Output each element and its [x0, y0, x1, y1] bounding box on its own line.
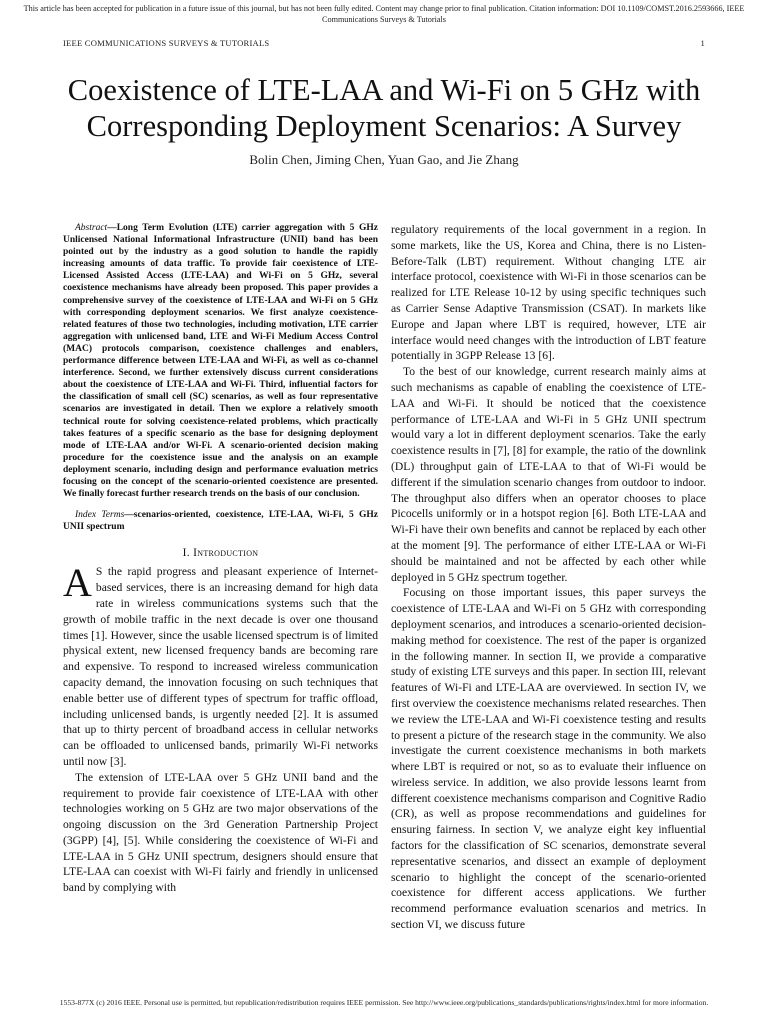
copyright-footer: 1553-877X (c) 2016 IEEE. Personal use is permitted, but republication/redistribution requires IEEE permission. See http://www.ieee.org/publications_standards/publications/rights/index.html for more information. — [59, 998, 709, 1007]
running-head — [63, 38, 705, 48]
abstract-label: Abstract — [75, 223, 108, 233]
index-terms — [63, 509, 378, 533]
intro-paragraph-1-text: S the rapid progress and pleasant experience of Internet-based services, there is an increasing demand for high data rate in wireless communications systems such that the growth of mobile traffic in the next decade is over one thousand times [1]. However, since the usable licensed spectrum is of limited physical extent, new licensed frequency bands are becoming rare and expensive. To respond to increased wireless communication capacity demand, the innovation focusing on such techniques that enable better use of different types of spectrum for traffic offload, including unlicensed bands, is urgently needed [2]. It is assumed that up to thirty percent of broadband access in cellular networks can be offloaded to unlicensed bands, primarily Wi-Fi networks until now [3]. — [63, 565, 378, 768]
abstract-text: —Long Term Evolution (LTE) carrier aggregation with 5 GHz Unlicensed National Informational Infrastructure (UNII) band has been pointed out by the industry as a good solution to handle the rapidly increasing amounts of data traffic. To provide fair coexistence of LTE-Licensed Assisted Access (LTE-LAA) and Wi-Fi on 5 GHz, several coexistence mechanisms have already been proposed. This paper provides a comprehensive survey of the coexistence of LTE-LAA and Wi-Fi on 5 GHz with corresponding deployment scenarios. We first analyze coexistence-related features of those two technologies, including motivation, LTE carrier aggregation with unlicensed band, LTE and Wi-Fi Medium Access Control (MAC) protocols comparison, coexistence challenges and enablers, performance difference between LTE-LAA and Wi-Fi, as well as co-channel interference. Second, we further extensively discuss current considerations about the coexistence of LTE-LAA and Wi-Fi. Third, influential factors for the classification of small cell (SC) scenarios, as well as four representative scenarios are investigated in detail. Then we explore a relatively smooth technical route for solving coexistence-related problems, which practically takes features of a specific scenario as the base for designing deployment mode of LTE-LAA and/or Wi-Fi. A scenario-oriented decision making procedure for the coexistence issue and the analysis on an example deployment scenario, including design and performance evaluation metrics focusing on the concept of the scenario-oriented coexistence are presented. We finally forecast further research trends on the basis of our conclusion. — [63, 223, 378, 500]
left-column — [63, 222, 378, 896]
right-column — [391, 222, 706, 933]
abstract — [63, 222, 378, 500]
intro-paragraph-1 — [63, 560, 378, 769]
author-list: Bolin Chen, Jiming Chen, Yuan Gao, and Jie Zhang — [249, 152, 519, 167]
paper-title: Coexistence of LTE-LAA and Wi-Fi on 5 GHz with Corresponding Deployment Scenarios: A Survey — [67, 73, 701, 143]
page-number: 1 — [700, 38, 705, 48]
index-terms-label: Index Terms — [75, 510, 125, 521]
intro-paragraph-4: Focusing on those important issues, this paper surveys the coexistence of LTE-LAA and Wi-Fi on 5 GHz with corresponding deployment scenarios, and introduces a scenario-oriented decision-making method for coexistence. The rest of the paper is organized in the following manner. In section II, we provide a comparative study of existing LTE surveys and this paper. In section III, relevant features of Wi-Fi and LTE-LAA are overviewed. In section IV, we first overview the coexistence mechanisms related researches. Then we review the LTE-LAA and Wi-Fi coexistence testing and results to present a picture of the research stage in the community. We also investigate the current coexistence mechanisms in both markets where LBT is required or not, so as to evaluate their influence on wireless service. In addition, we also provide lessons learnt from different coexistence mechanisms comparison and Cognitive Radio (CR), as well as propose recommendations and guidelines for ensuring fairness. In section V, we analyze eight key influential factors for the classification of SC scenarios, demonstrate several representative scenarios, and dissect an example of deployment scenario to highlight the concept of the scenario-oriented coexistence for different access applications. We further recommend performance evaluation scenarios and metrics. In section VI, we discuss future — [391, 586, 706, 932]
intro-paragraph-2-continued: regulatory requirements of the local government in a region. In some markets, like the US, Korea and China, there is no Listen-Before-Talk (LBT) requirement. Without changing LTE air interface protocol, coexistence with Wi-Fi in those scenarios can be realized for LTE Release 10-12 by using specific techniques such as Carrier Sense Adaptive Transmission (CSAT). In markets like Europe and Japan where LBT is required, however, LTE air interface would need changes with the introduction of LBT feature potentially in 3GPP Release 13 [6]. — [391, 223, 706, 363]
index-terms-text: —scenarios-oriented, coexistence, LTE-LAA, Wi-Fi, 5 GHz UNII spectrum — [63, 510, 378, 533]
drop-cap: A — [63, 560, 92, 606]
section-title: Introduction — [193, 547, 259, 560]
intro-paragraph-3: To the best of our knowledge, current research mainly aims at such mechanisms as capable of enabling the coexistence of LTE-LAA and Wi-Fi. It should be noticed that the coexistence performance of LTE-LAA and Wi-Fi in 5 GHz UNII spectrum would vary a lot in different deployment scenarios. Take the early coexistence results in [7], [8] for example, the ratio of the downlink (DL) throughput gain of LTE-LAA to that of Wi-Fi would be different if the simulation scenario changes from outdoor to indoor. The throughput also differs when an operator chooses to place Picocells uniformly or in a hotspot region [6]. Both LTE-LAA and Wi-Fi have their own benefits and cannot be replaced by each other at the moment [9]. The performance of either LTE-LAA or Wi-Fi should be maintained and not be affected by each other while deployed in 5 GHz spectrum together. — [391, 365, 706, 584]
section-heading-introduction — [63, 547, 378, 559]
section-number: I. — [182, 547, 190, 560]
journal-name: IEEE COMMUNICATIONS SURVEYS & TUTORIALS — [63, 38, 270, 48]
intro-paragraph-2: The extension of LTE-LAA over 5 GHz UNII band and the requirement to provide fair coexistence of LTE-LAA with other technologies working on 5 GHz are two major observations of the ongoing discussion on the 3rd Generation Partnership Project (3GPP) [4], [5]. While considering the coexistence of Wi-Fi and LTE-LAA in 5 GHz UNII spectrum, designers should ensure that LTE-LAA can coexist with Wi-Fi fairly and friendly in unlicensed band by complying with — [63, 770, 378, 895]
publication-notice-banner: This article has been accepted for publication in a future issue of this journal, but has not been fully edited. Content may change prior to final publication. Citation information: DOI 10.1109/COMST.2016.2593666, IEEE Communications Surveys & Tutorials — [23, 4, 745, 24]
